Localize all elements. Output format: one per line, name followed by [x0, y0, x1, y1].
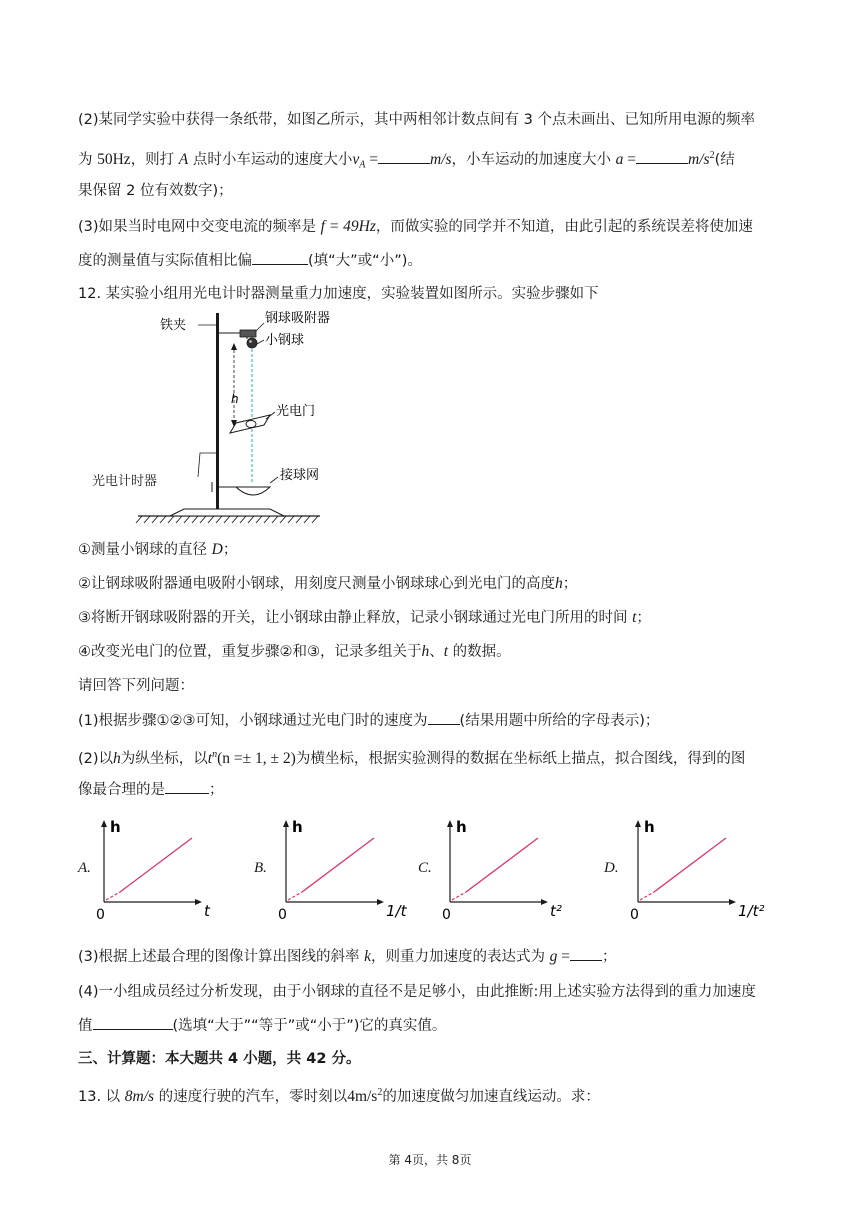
q12-sub4-line2: 值 (选填“大于”“等于”或“小于”)它的真实值。 — [78, 1015, 446, 1036]
q12-sub2-line1: (2)以h为纵坐标，以$t^n(n =\pm 1$, ± 2)为横坐标，根据实验测得的数据在坐标纸上描点，拟合图线，得到的图 — [78, 749, 746, 767]
option-graph — [98, 812, 258, 924]
option-graph — [280, 812, 440, 924]
q12-sub1: (1)根据步骤①②③可知，小钢球通过光电门时的速度为 (结果用题中所给的字母表示)； — [78, 710, 659, 731]
y-axis-label: h — [456, 818, 467, 836]
label-h: h — [231, 392, 239, 406]
x-axis-label: 1/t² — [738, 902, 765, 920]
label-clamp: 铁夹 — [160, 318, 187, 333]
answer-blank-a[interactable] — [636, 149, 688, 164]
answer-blank-g[interactable] — [570, 946, 602, 961]
fit-line — [654, 838, 726, 892]
q12-sub4-line1: (4)一小组成员经过分析发现，由于小钢球的直径不是足够小，由此推断:用上述实验方法得到的重力加速度 — [78, 984, 756, 1000]
q12-sub3: (3)根据上述最合理的图像计算出图线的斜率 k，则重力加速度的表达式为 g = ； — [78, 948, 617, 965]
option-letter: D. — [604, 860, 619, 876]
origin-label: 0 — [630, 907, 639, 923]
y-axis-arrow — [635, 820, 641, 827]
y-axis-label: h — [292, 818, 303, 836]
fit-line-extension — [288, 892, 302, 900]
option-b[interactable] — [254, 812, 434, 924]
option-letter: B. — [254, 860, 267, 876]
option-a[interactable] — [78, 812, 258, 924]
q12-step1: ①测量小钢球的直径 D； — [78, 541, 238, 558]
x-axis-label: 1/t — [386, 902, 407, 920]
fit-line-extension — [452, 892, 466, 900]
option-c[interactable] — [418, 812, 598, 924]
option-graph — [632, 812, 792, 924]
option-graph — [444, 812, 604, 924]
fit-line-extension — [640, 892, 654, 900]
label-gate: 光电门 — [276, 404, 316, 419]
answer-blank-compare[interactable] — [93, 1015, 173, 1030]
q12-step2: ②让钢球吸附器通电吸附小钢球，用刻度尺测量小钢球球心到光电门的高度h； — [78, 575, 578, 592]
q11-part3-line1: (3)如果当时电网中交变电流的频率是 f = 49Hz，而做实验的同学并不知道，由此引起的系统误差将使加速 — [78, 218, 753, 235]
origin-label: 0 — [278, 907, 287, 923]
y-axis-arrow — [283, 820, 289, 827]
section3-heading: 三、计算题：本大题共 4 小题，共 42 分。 — [78, 1051, 361, 1067]
label-holder: 钢球吸附器 — [265, 311, 331, 326]
x-axis-arrow — [729, 899, 736, 905]
apparatus-figure — [130, 305, 370, 527]
label-ball: 小钢球 — [265, 333, 305, 348]
y-axis-arrow — [101, 820, 107, 827]
option-d[interactable] — [604, 812, 784, 924]
option-letter: A. — [78, 860, 91, 876]
q12-sub2-line2: 像最合理的是 ； — [78, 779, 224, 800]
answer-blank-speed[interactable] — [428, 710, 460, 725]
q11-part2-line1: (2)某同学实验中获得一条纸带，如图乙所示，其中两相邻计数点间有 3 个点未画出、已知所用电源的频率 — [78, 112, 755, 128]
q11-part2-line2: 为 50Hz，则打 A 点时小车运动的速度大小$v_A = m/s$，小车运动的加速度大小 $a = m/s^2$(结 — [78, 150, 735, 171]
q13-text: 13. 以 8m/s 的速度行驶的汽车，零时刻以$4m/s^2$的加速度做匀加速直线运动。求： — [78, 1087, 600, 1105]
x-axis-arrow — [195, 899, 202, 905]
origin-label: 0 — [96, 907, 105, 923]
x-axis-label: t — [204, 902, 210, 920]
label-timer-text: 光电计时器 — [92, 474, 158, 489]
answer-blank-va[interactable] — [378, 149, 430, 164]
x-axis-arrow — [377, 899, 384, 905]
q11-part2-line3: 果保留 2 位有效数字)； — [78, 183, 233, 199]
y-axis-label: h — [644, 818, 655, 836]
q12-title: 12. 某实验小组用光电计时器测量重力加速度，实验装置如图所示。实验步骤如下 — [78, 286, 599, 302]
y-axis-arrow — [447, 820, 453, 827]
x-axis-arrow — [541, 899, 548, 905]
fit-line-extension — [106, 892, 120, 900]
fit-line — [120, 838, 192, 892]
option-letter: C. — [418, 860, 432, 876]
answer-blank-graph[interactable] — [165, 779, 209, 794]
x-axis-label: t² — [550, 902, 562, 920]
q12-step3: ③将断开钢球吸附器的开关，让小钢球由静止释放，记录小钢球通过光电门所用的时间 t； — [78, 609, 651, 626]
q12-prompt: 请回答下列问题： — [78, 678, 194, 694]
fit-line — [302, 838, 374, 892]
q11-part3-line2: 度的测量值与实际值相比偏 (填“大”或“小”)。 — [78, 250, 422, 271]
fit-line — [466, 838, 538, 892]
origin-label: 0 — [442, 907, 451, 923]
page-footer: 第 4页，共 8页 — [388, 1153, 472, 1167]
y-axis-label: h — [110, 818, 121, 836]
q12-step4: ④改变光电门的位置，重复步骤②和③，记录多组关于h、t 的数据。 — [78, 643, 511, 660]
label-net: 接球网 — [280, 468, 320, 483]
answer-blank-bias[interactable] — [252, 250, 308, 265]
